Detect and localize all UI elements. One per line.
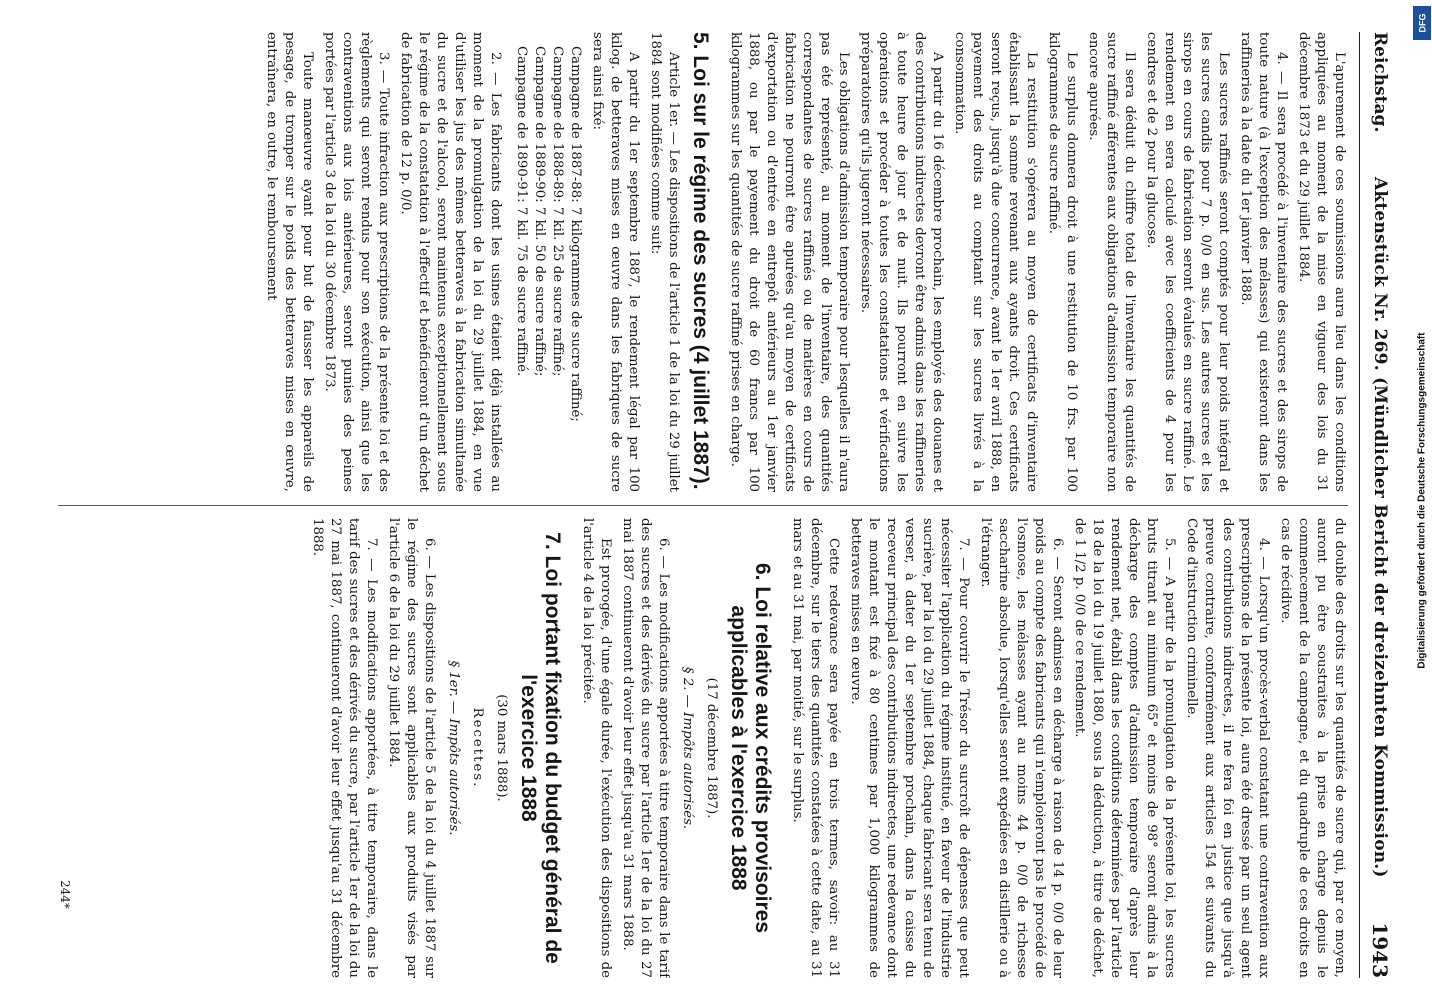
paragraph: Toute manœuvre ayant pour but de fausser les appareils de pesage, de tromper sur le poids des betteraves mises en œuvre, entraînera, en outre, le remboursement bbox=[264, 32, 315, 492]
paragraph: Le surplus donnera droit à une restitution de 10 frs. par 100 kilogrammes de sucre raffiné. bbox=[1046, 32, 1079, 492]
paragraph: A partir du 16 décembre prochain, les employés des douanes et des contributions indirectes devront être admis dans les raffineries à toute heure de jour et de nuit. Ils pourront en suivre les opérations et procéder à toutes les constatations et vérifications préparatoires qu'ils jugeront nécessaires. bbox=[858, 32, 945, 492]
paragraph: Les obligations d'admission temporaire pour lesquelles il n'aura pas été représenté, au moment de l'inventaire, des quantités correspondantes de sucres raffinés ou de matières en cours de fabrication ne pourront être apurées qu'au moyen de certificats d'exportation ou d'entrée en entrepôt antérieurs au 1er janvier 1888, ou par le payement du droit de 60 francs par 100 kilogrammes sur les quantités de sucre raffiné prises en charge. bbox=[728, 32, 851, 492]
left-column bbox=[18, 32, 1348, 492]
paragraph: Est prorogée, d'une égale durée, l'exécution des dispositions de l'article 4 de la loi précitée. bbox=[580, 518, 613, 978]
section-title: § 2. — Impôts autorisés. bbox=[680, 666, 695, 830]
column-divider bbox=[58, 505, 1348, 506]
law-date: (30 mars 1888). bbox=[494, 694, 509, 802]
recettes-title: Recettes. bbox=[470, 707, 485, 789]
law-date: (17 décembre 1887). bbox=[704, 677, 719, 819]
paragraph: 6. — Les dispositions de l'article 5 de la loi du 4 juillet 1887 sur le régime des sucres sont applicables aux produits visés par l'article 6 de la loi du 29 juillet 1884. bbox=[386, 518, 437, 978]
paragraph: La restitution s'opérera au moyen de certificats d'inventaire établissant la somme revenant aux ayants droit. Ces certificats seront reçus, jusqu'à due concurrence, avant le 1er avril 1888, en payement des droits au comptant sur les sucres livrés à la consommation. bbox=[952, 32, 1039, 492]
paragraph: 3. — Toute infraction aux prescriptions de la présente loi et des règlements qui seront rendus pour son exécution, ainsi que les contraventions aux lois antérieures, seront punies des peines portées par l'article 3 de la loi du 30 décembre 1873. bbox=[322, 32, 391, 492]
section-heading-7: 7. Loi portant fixation du budget général de l'exercice 1888 bbox=[517, 532, 564, 964]
campaign-line: Campagne de 1887-88: 7 kilogrammes de sucre raffiné; bbox=[568, 46, 583, 422]
page-signature: 244* bbox=[58, 880, 72, 909]
paragraph: L'apurement de ces soumissions aura lieu dans les conditions appliquées au moment de la mise en vigueur des lois du 31 décembre 1873 et du 29 juillet 1884. bbox=[1296, 32, 1347, 492]
paragraph: 7. — Les modifications apportées, à titre temporaire, dans le tarif des sucres et des dérivés du sucre, par l'article 1er de la loi du 27 mai 1887, continueront d'avoir leur effet jusqu'au 31 décembre 1888. bbox=[310, 518, 379, 978]
paragraph: Les sucres raffinés seront comptés pour leur poids intégral et les sucres candis pour 7 p. 0/0 en sus. Les autres sucres et les sirops en cours de fabrication seront évalués en sucre raffiné. Le rendement en sera calculé avec les coefficients de 4 pour les cendres et de 2 pour la glucose. bbox=[1144, 32, 1231, 492]
dfg-logo-text: DFG bbox=[1417, 13, 1427, 33]
section-heading-6: 6. Loi relative aux crédits provisoires applicables à l'exercice 1888 bbox=[727, 563, 774, 933]
paragraph: 6. — Les modifications apportées à titre temporaire dans le tarif des sucres et des dérivés du sucre par l'article 1er de la loi du 27 mai 1887 continueront d'avoir leur effet jusqu'au 31 mars 1888. bbox=[620, 518, 671, 978]
section-heading-5: 5. Loi sur le régime des sucres (4 juillet 1887). bbox=[689, 32, 712, 490]
paragraph: A partir du 1er septembre 1887, le rendement légal par 100 kilog. de betteraves mises en œuvre dans les fabriques de sucre sera ainsi fixé: bbox=[590, 32, 641, 492]
paragraph: 7. — Pour couvrir le Trésor du surcroît de dépenses que peut nécessiter l'application du régime institué, en faveur de l'industrie sucrière, par la loi du 29 juillet 1884, chaque fabricant sera tenu de verser, à dater du 1er septembre prochain, dans la caisse du receveur principal des contributions indirectes, une redevance dont le montant est fixé à 80 centimes par 1,000 kilogrammes de betteraves mises en œuvre. bbox=[848, 518, 971, 978]
digitization-credit bbox=[1412, 0, 1432, 1000]
right-column bbox=[18, 518, 1348, 978]
paragraph: 6. — Seront admises en décharge à raison de 14 p. 0/0 de leur poids au compte des fabricants qui n'emploieront pas le procédé de l'osmose, les mélasses ayant au moins 44 p. 0/0 de richesse saccharine absolue, lorsqu'elles seront expédiées en distillerie ou à l'étranger. bbox=[978, 518, 1065, 978]
section-title: § 1er. — Impôts autorisés. bbox=[446, 660, 461, 836]
credit-text: Digitalisierung gefördert durch die Deutsche Forschungsgemeinschaft bbox=[1416, 331, 1428, 669]
running-head bbox=[1359, 32, 1400, 978]
paragraph: 4. — Il sera procédé à l'inventaire des sucres et des sirops de toute nature (à l'exception des mélasses) qui existeront dans les raffineries à la date du 1er janvier 1888. bbox=[1238, 32, 1289, 492]
campaign-line: Campagne de 1890-91: 7 kil. 75 de sucre raffiné. bbox=[514, 46, 529, 377]
paragraph: 4. — Lorsqu'un procès-verbal constatant une contravention aux prescriptions de la présente loi, aura été dressé par un seul agent des contributions indirectes, il ne fera foi en justice que jusqu'à preuve contraire, conformément aux articles 154 et suivants du Code d'instruction criminelle. bbox=[1184, 518, 1271, 978]
campaign-line: Campagne de 1888-89: 7 kil. 25 de sucre raffiné; bbox=[550, 46, 565, 377]
campaign-line: Campagne de 1889-90: 7 kil. 50 de sucre raffiné; bbox=[532, 46, 547, 377]
paragraph: Article 1er. — Les dispositions de l'article 1 de la loi du 29 juillet 1884 sont modifiées comme suit: bbox=[648, 32, 681, 492]
header-center: Aktenstück Nr. 269. (Mündlicher Bericht der dreizehnten Kommission.) bbox=[1370, 177, 1390, 878]
paragraph: Cette redevance sera payée en trois termes, savoir: au 31 décembre, sur le tiers des quantités constatées à cette date, au 31 mars et au 31 mai, par moitié, sur le surplus. bbox=[790, 518, 841, 978]
paragraph: du double des droits sur les quantités de sucre qui, par ce moyen, auront pu être soustraites à la prise en charge depuis le commencement de la campagne, et du quadruple de ces droits en cas de récidive. bbox=[1278, 518, 1347, 978]
paragraph: 2. — Les fabricants dont les usines étaient déjà installées au moment de la promulgation de la loi du 29 juillet 1884, en vue d'utiliser les jus des mêmes betteraves à la fabrication simultanée du sucre et de l'alcool, seront maintenus exceptionnellement sous le régime de la constatation à l'effectif et bénéficieront d'un déchet de fabrication de 12 p. 0/0. bbox=[398, 32, 503, 492]
header-left: Reichstag. bbox=[1370, 32, 1390, 133]
page-number: 1943 bbox=[1368, 922, 1392, 978]
paragraph: 5. — A partir de la promulgation de la présente loi, les sucres bruts titrant au minimum 65° et moins de 98° seront admis à la décharge des comptes d'admission temporaire d'après leur rendement net, établi dans les conditions déterminées par l'article 18 de la loi du 19 juillet 1880, sous la déduction, à titre de déchet, de 1 1/2 p. 0/0 de ce rendement. bbox=[1072, 518, 1177, 978]
paragraph: Il sera déduit du chiffre total de l'inventaire les quantités de sucre raffiné afférentes aux obligations d'admission temporaire non encore apurées. bbox=[1086, 32, 1137, 492]
document-page bbox=[2, 0, 1410, 1000]
